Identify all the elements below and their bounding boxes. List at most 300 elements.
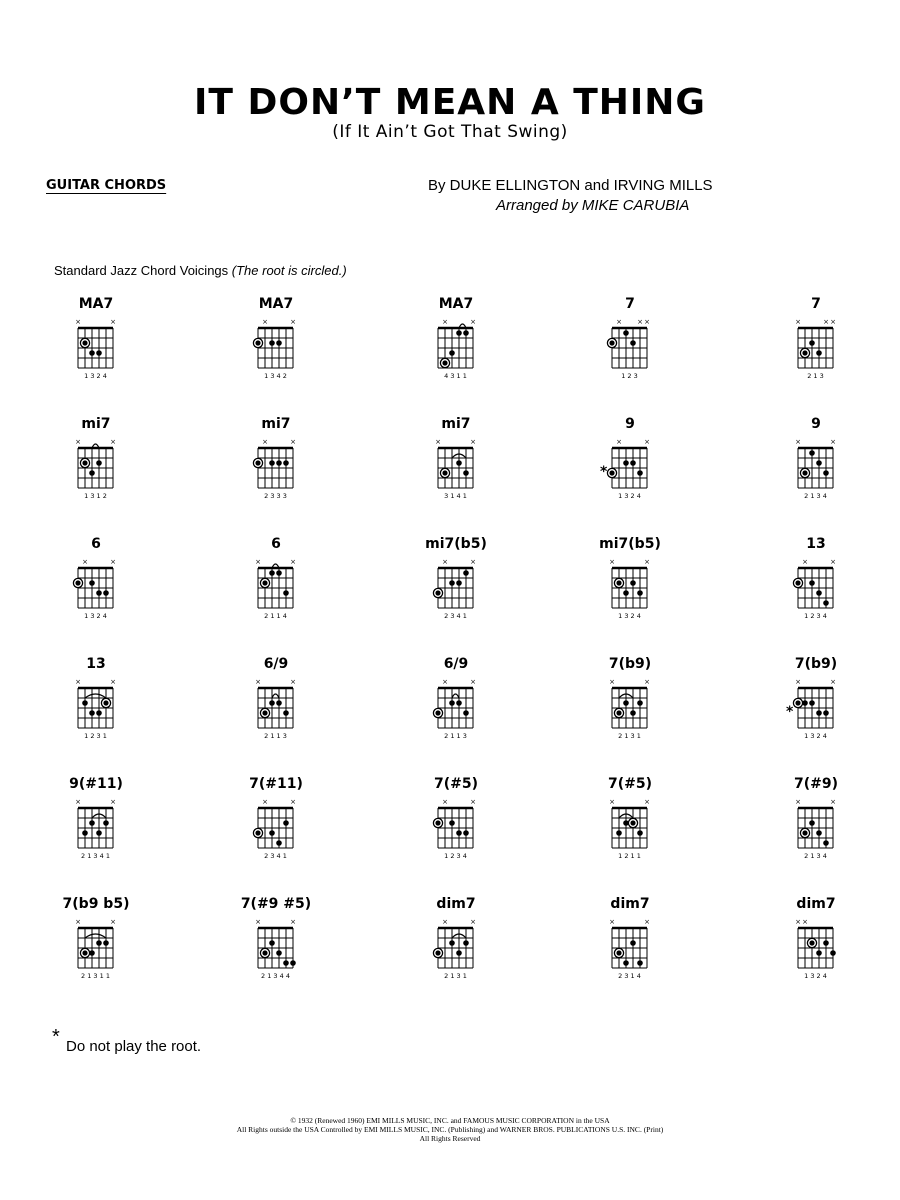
fingering-numbers: 2 1 3 4 <box>804 492 827 500</box>
composers: By DUKE ELLINGTON and IRVING MILLS <box>428 177 713 194</box>
fretboard <box>416 314 496 404</box>
finger-dot <box>269 570 275 576</box>
chord-diagram <box>590 296 670 406</box>
finger-dot <box>456 460 462 466</box>
muted-string-mark: × <box>110 798 116 806</box>
fingering-numbers: 1 2 1 1 <box>618 852 641 860</box>
finger-dot <box>630 580 636 586</box>
chord-name: 7(b9) <box>794 656 838 672</box>
fingering-numbers: 2 1 3 4 <box>804 852 827 860</box>
finger-dot <box>96 940 102 946</box>
chord-name: 7(#9) <box>793 776 838 792</box>
finger-dot <box>823 940 829 946</box>
muted-string-mark: × <box>290 918 296 926</box>
finger-dot <box>276 460 282 466</box>
muted-string-mark: × <box>802 558 808 566</box>
finger-dot <box>816 710 822 716</box>
finger-dot <box>269 830 275 836</box>
fretboard <box>776 314 856 404</box>
finger-dot <box>623 960 629 966</box>
muted-string-mark: × <box>255 558 261 566</box>
finger-dot <box>630 940 636 946</box>
chord-diagram <box>236 416 316 526</box>
root-dot <box>809 940 814 945</box>
fretboard <box>56 914 136 1004</box>
muted-string-mark: × <box>82 558 88 566</box>
muted-string-mark: × <box>290 438 296 446</box>
fingering-numbers: 2 3 4 1 <box>264 852 287 860</box>
fretboard <box>590 794 670 884</box>
chord-name: 7 <box>811 296 821 312</box>
finger-dot <box>830 950 836 956</box>
muted-string-mark: × <box>795 438 801 446</box>
muted-string-mark: × <box>795 318 801 326</box>
finger-dot <box>276 950 282 956</box>
fretboard <box>56 434 136 524</box>
chord-diagram <box>590 536 670 646</box>
muted-string-mark: × <box>470 318 476 326</box>
finger-dot <box>89 350 95 356</box>
chord-diagram <box>416 296 496 406</box>
chord-name: 7 <box>625 296 635 312</box>
copyright-line: All Rights outside the USA Controlled by EMI MILLS MUSIC, INC. (Publishing) and WARNER BROS. PUBLICATIONS U.S. INC. (Print) <box>236 1125 664 1134</box>
fingering-numbers: 2 1 3 4 4 <box>261 972 290 980</box>
finger-dot <box>630 340 636 346</box>
fingering-numbers: 2 1 1 4 <box>264 612 287 620</box>
muted-string-mark: × <box>262 798 268 806</box>
fretboard <box>590 554 670 644</box>
fingering-numbers: 1 3 2 4 <box>84 612 107 620</box>
root-dot <box>630 820 635 825</box>
muted-string-mark: × <box>802 918 808 926</box>
fretboard <box>590 434 670 524</box>
root-dot <box>255 830 260 835</box>
finger-dot <box>290 960 296 966</box>
footnote-star: * <box>52 1026 60 1048</box>
muted-string-mark: × <box>255 918 261 926</box>
root-dot <box>802 470 807 475</box>
finger-dot <box>276 840 282 846</box>
muted-string-mark: × <box>110 438 116 446</box>
fingering-numbers: 1 3 2 4 <box>84 372 107 380</box>
root-dot <box>75 580 80 585</box>
part-label: GUITAR CHORDS <box>46 178 167 193</box>
chord-name: MA7 <box>258 296 294 312</box>
fingering-numbers: 1 2 3 <box>621 372 638 380</box>
muted-string-mark: × <box>644 438 650 446</box>
finger-dot <box>82 700 88 706</box>
fretboard <box>236 554 316 644</box>
finger-dot <box>816 590 822 596</box>
root-dot <box>255 460 260 465</box>
fretboard <box>776 674 856 764</box>
muted-string-mark: × <box>442 558 448 566</box>
finger-dot <box>637 590 643 596</box>
fingering-numbers: 1 3 2 4 <box>618 492 641 500</box>
finger-dot <box>816 830 822 836</box>
root-dot <box>795 700 800 705</box>
chord-diagram <box>56 536 136 646</box>
root-dot <box>255 340 260 345</box>
chord-diagram <box>776 416 856 526</box>
finger-dot <box>623 330 629 336</box>
chord-name: mi7 <box>441 416 471 432</box>
fingering-numbers: 2 3 1 4 <box>618 972 641 980</box>
fingering-numbers: 2 3 4 1 <box>444 612 467 620</box>
chord-diagram <box>776 536 856 646</box>
finger-dot <box>816 350 822 356</box>
chord-diagram <box>236 896 316 1006</box>
fretboard <box>776 794 856 884</box>
finger-dot <box>283 710 289 716</box>
chord-diagram <box>590 896 670 1006</box>
barre-arc <box>85 694 106 698</box>
fingering-numbers: 2 1 3 1 <box>618 732 641 740</box>
muted-string-mark: × <box>262 438 268 446</box>
finger-dot <box>463 330 469 336</box>
finger-dot <box>823 600 829 606</box>
finger-dot <box>809 820 815 826</box>
muted-string-mark: × <box>75 678 81 686</box>
chord-name: 9 <box>811 416 821 432</box>
finger-dot <box>103 590 109 596</box>
muted-string-mark: × <box>442 918 448 926</box>
section-label <box>54 263 347 278</box>
muted-string-mark: × <box>644 678 650 686</box>
finger-dot <box>823 470 829 476</box>
fingering-numbers: 2 1 3 <box>807 372 824 380</box>
finger-dot <box>269 340 275 346</box>
chord-name: 7(#5) <box>607 776 652 792</box>
fingering-numbers: 4 3 1 1 <box>444 372 467 380</box>
fretboard <box>416 434 496 524</box>
finger-dot <box>276 340 282 346</box>
chord-name: 9(#11) <box>69 776 123 792</box>
finger-dot <box>463 570 469 576</box>
muted-string-mark: × <box>110 918 116 926</box>
barre-arc <box>272 694 279 698</box>
finger-dot <box>96 590 102 596</box>
finger-dot <box>449 580 455 586</box>
finger-dot <box>816 460 822 466</box>
finger-dot <box>96 830 102 836</box>
muted-string-mark: × <box>290 558 296 566</box>
chord-name: 7(#9 #5) <box>240 896 312 912</box>
root-dot <box>435 950 440 955</box>
finger-dot <box>283 960 289 966</box>
fretboard <box>56 794 136 884</box>
chord-name: 13 <box>86 656 106 672</box>
fretboard <box>416 554 496 644</box>
finger-dot <box>276 570 282 576</box>
finger-dot <box>809 340 815 346</box>
chord-diagram <box>416 776 496 886</box>
fretboard <box>590 314 670 404</box>
finger-dot <box>89 950 95 956</box>
muted-string-mark: × <box>110 678 116 686</box>
fretboard <box>590 914 670 1004</box>
fretboard <box>236 794 316 884</box>
chord-diagram <box>56 656 136 766</box>
finger-dot <box>809 450 815 456</box>
chord-diagram <box>56 416 136 526</box>
fretboard <box>236 314 316 404</box>
fretboard <box>416 914 496 1004</box>
finger-dot <box>463 940 469 946</box>
muted-string-mark: × <box>75 318 81 326</box>
chord-name: mi7(b5) <box>599 536 661 552</box>
finger-dot <box>456 700 462 706</box>
muted-string-mark: × <box>435 438 441 446</box>
finger-dot <box>449 350 455 356</box>
finger-dot <box>89 820 95 826</box>
chord-name: dim7 <box>796 896 836 912</box>
finger-dot <box>283 460 289 466</box>
root-dot <box>435 820 440 825</box>
barre-arc <box>85 934 106 938</box>
root-dot <box>609 470 614 475</box>
finger-dot <box>283 590 289 596</box>
finger-dot <box>82 830 88 836</box>
muted-string-mark: × <box>637 318 643 326</box>
chord-name: mi7 <box>81 416 111 432</box>
chord-diagram <box>236 656 316 766</box>
fretboard <box>236 674 316 764</box>
chord-diagram <box>776 776 856 886</box>
fingering-numbers: 1 3 2 4 <box>804 972 827 980</box>
muted-string-mark: × <box>830 798 836 806</box>
chord-name: 6/9 <box>263 656 289 672</box>
barre-arc <box>452 694 459 698</box>
copyright-line: All Rights Reserved <box>419 1134 481 1143</box>
credits <box>422 176 852 216</box>
fingering-numbers: 2 1 1 3 <box>264 732 287 740</box>
chord-diagram <box>590 656 670 766</box>
chord-name: 6 <box>271 536 281 552</box>
chord-name: 6/9 <box>443 656 469 672</box>
fretboard <box>776 554 856 644</box>
song-title: IT DON’T MEAN A THING <box>194 82 706 123</box>
finger-dot <box>623 460 629 466</box>
muted-string-mark: × <box>470 438 476 446</box>
finger-dot <box>637 470 643 476</box>
root-dot <box>802 350 807 355</box>
root-dot <box>82 340 87 345</box>
muted-string-mark: × <box>823 318 829 326</box>
finger-dot <box>449 700 455 706</box>
chord-diagram <box>56 896 136 1006</box>
finger-dot <box>463 710 469 716</box>
finger-dot <box>456 580 462 586</box>
fingering-numbers: 2 1 3 1 1 <box>81 972 110 980</box>
muted-string-mark: × <box>609 798 615 806</box>
muted-string-mark: × <box>795 918 801 926</box>
finger-dot <box>616 830 622 836</box>
fingering-numbers: 3 1 4 1 <box>444 492 467 500</box>
root-dot <box>802 830 807 835</box>
chord-name: 7(b9 b5) <box>62 896 130 912</box>
chord-diagram <box>416 896 496 1006</box>
muted-string-mark: × <box>795 678 801 686</box>
fingering-numbers: 1 3 2 4 <box>618 612 641 620</box>
muted-string-mark: × <box>470 558 476 566</box>
finger-dot <box>463 470 469 476</box>
finger-dot <box>623 590 629 596</box>
fretboard <box>416 674 496 764</box>
fretboard <box>776 914 856 1004</box>
root-dot <box>795 580 800 585</box>
muted-string-mark: × <box>609 678 615 686</box>
finger-dot <box>449 820 455 826</box>
finger-dot <box>456 950 462 956</box>
root-dot <box>82 460 87 465</box>
finger-dot <box>809 700 815 706</box>
root-dot <box>609 340 614 345</box>
root-dot <box>262 950 267 955</box>
finger-dot <box>96 710 102 716</box>
muted-string-mark: × <box>442 678 448 686</box>
muted-string-mark: × <box>795 798 801 806</box>
fingering-numbers: 2 3 3 3 <box>264 492 287 500</box>
fingering-numbers: 1 2 3 4 <box>804 612 827 620</box>
fingering-numbers: 1 2 3 4 <box>444 852 467 860</box>
fretboard <box>236 914 316 1004</box>
fretboard <box>416 794 496 884</box>
muted-string-mark: × <box>830 318 836 326</box>
fingering-numbers: 1 2 3 1 <box>84 732 107 740</box>
muted-string-mark: × <box>644 318 650 326</box>
root-dot <box>82 950 87 955</box>
muted-string-mark: × <box>110 318 116 326</box>
chord-name: mi7(b5) <box>425 536 487 552</box>
muted-string-mark: × <box>470 918 476 926</box>
muted-string-mark: × <box>644 798 650 806</box>
chord-name: 13 <box>806 536 826 552</box>
root-dot <box>435 710 440 715</box>
chord-diagram <box>56 296 136 406</box>
muted-string-mark: × <box>442 798 448 806</box>
finger-dot <box>809 580 815 586</box>
chord-name: dim7 <box>610 896 650 912</box>
fingering-numbers: 1 3 4 2 <box>264 372 287 380</box>
muted-string-mark: × <box>290 798 296 806</box>
finger-dot <box>89 580 95 586</box>
chord-name: dim7 <box>436 896 476 912</box>
muted-string-mark: × <box>616 318 622 326</box>
finger-dot <box>456 330 462 336</box>
finger-dot <box>816 950 822 956</box>
muted-string-mark: × <box>290 678 296 686</box>
chord-diagram <box>776 296 856 406</box>
root-dot <box>616 580 621 585</box>
fingering-numbers: 1 3 1 2 <box>84 492 107 500</box>
finger-dot <box>89 470 95 476</box>
chord-name: mi7 <box>261 416 291 432</box>
root-dot <box>442 360 447 365</box>
finger-dot <box>637 830 643 836</box>
muted-string-mark: × <box>442 318 448 326</box>
root-dot <box>103 700 108 705</box>
footnote-text: Do not play the root. <box>66 1038 202 1055</box>
finger-dot <box>269 700 275 706</box>
finger-dot <box>103 820 109 826</box>
muted-string-mark: × <box>470 678 476 686</box>
finger-dot <box>283 820 289 826</box>
root-dot <box>262 710 267 715</box>
song-subtitle: (If It Ain’t Got That Swing) <box>332 122 568 142</box>
finger-dot <box>637 960 643 966</box>
chord-diagram <box>590 416 670 526</box>
fretboard <box>56 674 136 764</box>
omit-root-star: * <box>600 464 608 480</box>
fingering-numbers: 2 1 1 3 <box>444 732 467 740</box>
muted-string-mark: × <box>255 678 261 686</box>
finger-dot <box>276 700 282 706</box>
finger-dot <box>456 830 462 836</box>
finger-dot <box>449 940 455 946</box>
chord-diagram <box>416 536 496 646</box>
finger-dot <box>463 830 469 836</box>
root-dot <box>616 950 621 955</box>
fretboard <box>236 434 316 524</box>
fretboard <box>590 674 670 764</box>
muted-string-mark: × <box>830 438 836 446</box>
fingering-numbers: 2 1 3 1 <box>444 972 467 980</box>
muted-string-mark: × <box>644 918 650 926</box>
finger-dot <box>823 710 829 716</box>
root-dot <box>435 590 440 595</box>
muted-string-mark: × <box>110 558 116 566</box>
muted-string-mark: × <box>470 798 476 806</box>
muted-string-mark: × <box>262 318 268 326</box>
chord-diagram <box>590 776 670 886</box>
chord-name: 6 <box>91 536 101 552</box>
fretboard <box>56 314 136 404</box>
section-note: (The root is circled.) <box>231 263 347 278</box>
fretboard <box>776 434 856 524</box>
root-dot <box>616 710 621 715</box>
root-dot <box>262 580 267 585</box>
root-dot <box>442 470 447 475</box>
chord-name: 7(b9) <box>608 656 652 672</box>
finger-dot <box>96 460 102 466</box>
section-label-text: Standard Jazz Chord Voicings <box>54 263 229 278</box>
muted-string-mark: × <box>75 918 81 926</box>
finger-dot <box>103 940 109 946</box>
muted-string-mark: × <box>609 918 615 926</box>
chord-name: MA7 <box>438 296 474 312</box>
finger-dot <box>269 460 275 466</box>
arranger: Arranged by MIKE CARUBIA <box>496 197 690 214</box>
finger-dot <box>802 700 808 706</box>
copyright-notice <box>0 1116 900 1143</box>
chord-diagram <box>776 896 856 1006</box>
chord-diagram <box>236 536 316 646</box>
finger-dot <box>823 840 829 846</box>
copyright-line: © 1932 (Renewed 1960) EMI MILLS MUSIC, INC. and FAMOUS MUSIC CORPORATION in the USA <box>290 1116 610 1125</box>
fingering-numbers: 2 1 3 4 1 <box>81 852 110 860</box>
finger-dot <box>96 350 102 356</box>
muted-string-mark: × <box>616 438 622 446</box>
muted-string-mark: × <box>830 558 836 566</box>
chord-diagram <box>776 656 856 766</box>
fretboard <box>56 554 136 644</box>
chord-diagram <box>236 776 316 886</box>
chord-name: 7(#11) <box>249 776 303 792</box>
muted-string-mark: × <box>75 798 81 806</box>
finger-dot <box>637 700 643 706</box>
muted-string-mark: × <box>290 318 296 326</box>
